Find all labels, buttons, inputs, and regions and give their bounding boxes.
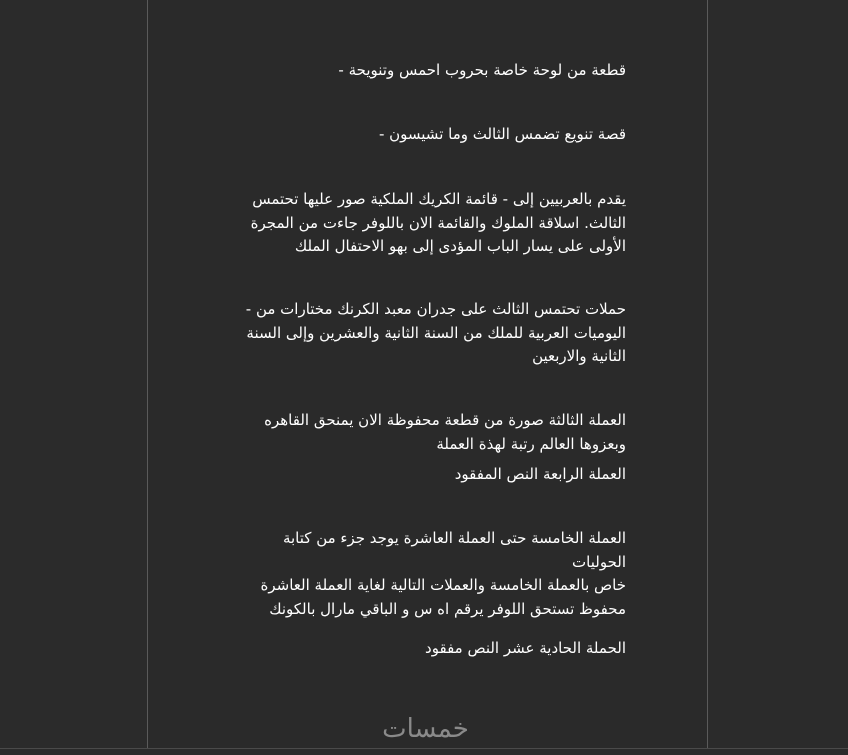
paragraph-1: قطعة من لوحة خاصة بحروب احمس وتنويحة - — [338, 61, 626, 79]
paragraph-8: الحملة الحادية عشر النص مفقود — [425, 639, 626, 657]
paragraph-2: قصة تنويع تضمس الثالث وما تشيسون - — [378, 125, 626, 143]
document-page — [147, 0, 708, 748]
paragraph-6: العملة الرابعة النص المفقود — [454, 465, 626, 483]
bottom-divider — [0, 748, 848, 749]
watermark-logo: خمسات — [382, 714, 469, 744]
paragraph-7: العملة الخامسة حتى العملة العاشرة يوجد جزء من كتابة الحوليات خاص بالعملة الخامسة والعملات التالية لغاية العملة العاشرة محفوظ تستحق اللوفر يرقم اه س و الباقي مارال بالكونك — [260, 529, 626, 618]
paragraph-5: العملة الثالثة صورة من قطعة محفوظة الان يمنحق القاهره وبعزوها العالم رتبة لهذة العملة — [264, 411, 626, 453]
paragraph-3: يقدم بالعربيين إلى - قائمة الكريك الملكية صور عليها تحتمس الثالث. اسلاقة الملوك والقائمة الان باللوفر جاءت من المجرة الأولى على يسار الباب المؤدى إلى بهو الاحتفال الملك — [250, 190, 626, 255]
paragraph-4: حملات تحتمس الثالث على جدران معبد الكرنك مختارات من - اليوميات العربية للملك من السنة الثانية والعشرين وإلى السنة الثانية والاربعين — [245, 300, 626, 365]
